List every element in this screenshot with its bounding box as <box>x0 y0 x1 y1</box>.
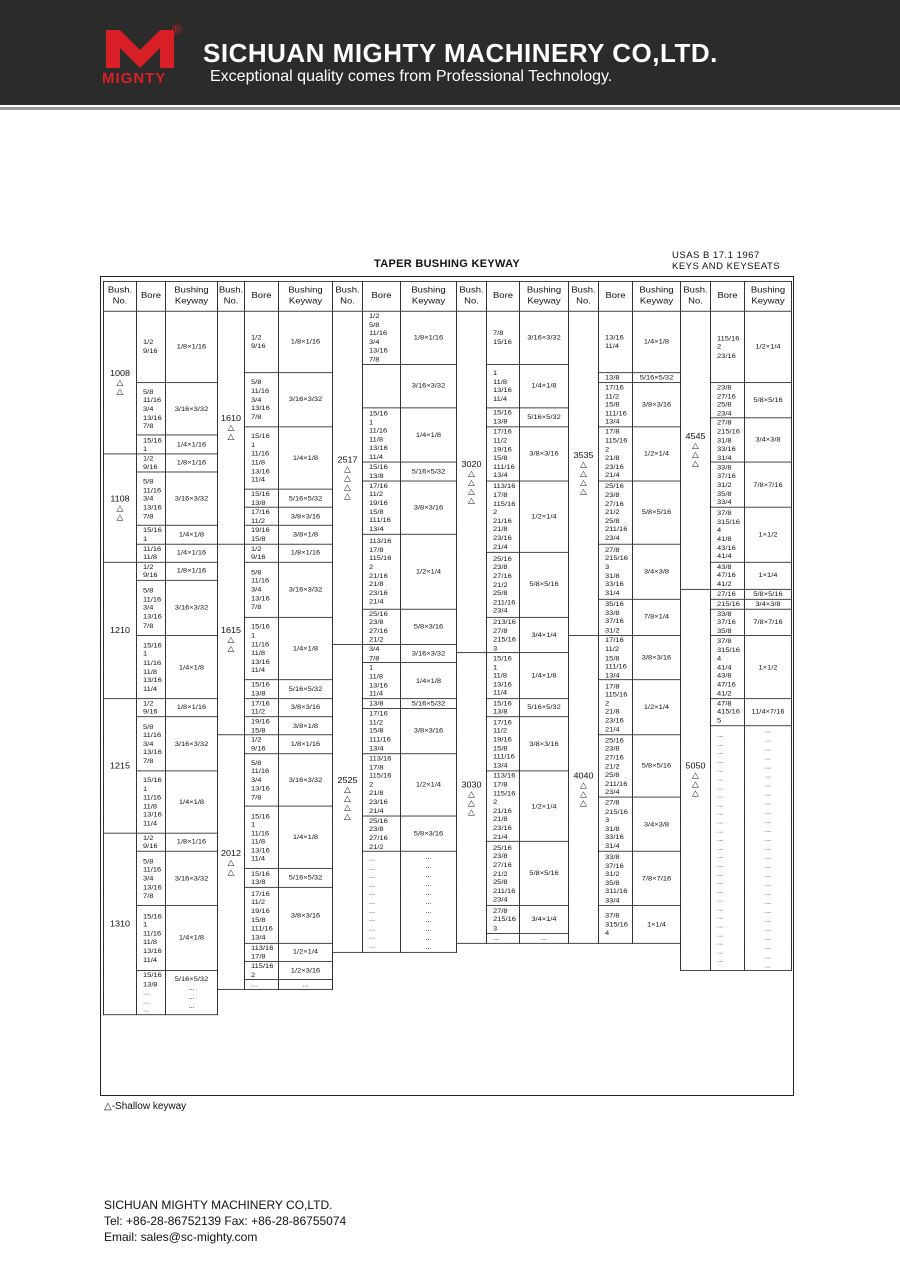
keyway-cell: 1/4×1/8 <box>166 636 218 699</box>
header-bore: Bore <box>137 281 166 311</box>
keyway-cell: 1/4×1/8 <box>520 653 569 698</box>
keyway-cell: 3/16×3/32 <box>166 580 218 636</box>
bush-number-cell <box>104 562 137 698</box>
bore-cell: 15/16 13/8 <box>245 869 279 888</box>
bush-number: 1215 <box>109 761 131 771</box>
bore-cell: 5/8 11/16 3/4 13/16 7/8 <box>245 373 279 427</box>
bore-cell: 17/16 11/2 <box>245 698 279 716</box>
header-bush-no: Bush. No. <box>569 281 599 311</box>
bush-number: 1615 <box>220 625 242 635</box>
bore-cell: 43/8 47/16 41/2 <box>711 562 745 589</box>
header-bar <box>0 0 900 105</box>
keyway-cell: 1/2×1/4 <box>401 753 457 815</box>
keyway-cell: 5/8×5/16 <box>745 589 792 599</box>
bore-cell: 17/16 11/2 15/8 111/16 13/4 <box>363 708 401 753</box>
company-logo <box>100 22 182 92</box>
bore-cell: 37/8 315/16 4 41/4 43/8 47/16 41/2 <box>711 636 745 699</box>
keyway-cell: 1/4×1/16 <box>166 544 218 562</box>
keyway-cell: 1/4×1/8 <box>401 663 457 699</box>
bore-cell: 5/8 11/16 3/4 13/16 7/8 <box>137 580 166 636</box>
keyway-cell: 5/8×5/16 <box>520 552 569 617</box>
standard-reference <box>672 250 780 272</box>
bore-cell: ... ... ... ... ... ... ... ... ... ... ... <box>363 851 401 952</box>
keyway-cell: 5/8×5/16 <box>633 481 681 544</box>
bush-number-cell <box>569 636 599 943</box>
keyway-cell: 3/8×3/16 <box>401 481 457 534</box>
bore-cell: 25/16 23/8 27/16 21/2 25/8 211/16 23/4 <box>599 481 633 544</box>
table-row <box>104 1040 792 1048</box>
bush-number: 3020 <box>461 459 482 469</box>
bore-cell: ... ... ... ... ... ... ... ... ... ... ... ... ... ... ... ... ... ... ... ... ... ... ... ... ... ... ... <box>711 725 745 970</box>
shallow-keyway-marker: △ △ △ △ <box>344 464 351 501</box>
bore-cell: 27/16 <box>711 589 745 599</box>
keyway-cell: ... ... ... ... ... ... ... ... ... ... ... <box>401 851 457 952</box>
keyway-cell: 3/8×1/8 <box>279 526 333 544</box>
bore-cell: 15/16 13/8 <box>487 408 520 427</box>
shallow-keyway-marker: △ △ <box>227 857 235 876</box>
bore-cell: 1/2 9/16 <box>245 735 279 753</box>
keyway-cell: 1/4×1/8 <box>166 771 218 833</box>
keyway-cell: 7/8×7/16 <box>633 851 681 905</box>
footer-email: Email: sales@sc-mighty.com <box>104 1230 258 1244</box>
shallow-keyway-marker: △ △ △ △ <box>344 784 351 822</box>
table-row <box>104 1074 792 1082</box>
shallow-keyway-marker: △ △ △ <box>580 780 587 808</box>
header-bore: Bore <box>363 281 401 311</box>
bore-cell: 13/16 11/4 <box>599 311 633 372</box>
table-row <box>104 1049 792 1057</box>
keyway-cell: 1/4×1/8 <box>279 806 333 868</box>
bush-number: 3535 <box>573 450 594 460</box>
bush-number-cell <box>333 311 363 644</box>
bore-cell: 5/8 11/16 3/4 13/16 7/8 <box>137 851 166 905</box>
bush-number-cell <box>104 698 137 832</box>
bore-cell: 1/2 9/16 <box>137 454 166 472</box>
bore-cell: 17/8 115/16 2 21/8 23/16 21/4 <box>599 427 633 481</box>
bore-cell: 35/16 33/8 37/16 31/2 <box>599 599 633 636</box>
footer-contact <box>104 1197 346 1245</box>
bush-number: 1108 <box>110 494 130 504</box>
keyway-cell: 1/2×3/16 <box>279 961 333 979</box>
bore-cell: 1/2 5/8 11/16 3/4 13/16 7/8 <box>363 311 401 364</box>
bore-cell: 5/8 11/16 3/4 13/16 7/8 <box>137 717 166 771</box>
keyway-cell: 3/8×3/16 <box>279 888 333 943</box>
bore-cell: 15/16 1 11/16 11/8 13/16 11/4 <box>137 771 166 833</box>
keyway-cell: 5/8×5/16 <box>745 383 792 419</box>
bore-cell: ... <box>245 980 279 990</box>
keyway-cell: 1/2×1/4 <box>633 680 681 735</box>
bush-number: 4040 <box>573 771 594 781</box>
bore-cell: 1 11/8 13/16 11/4 <box>487 364 520 408</box>
shallow-keyway-marker: △ △ <box>227 634 235 653</box>
header-bore: Bore <box>711 281 745 311</box>
bore-cell: 13/8 <box>363 698 401 708</box>
keyway-cell: 1/4×1/8 <box>166 526 218 544</box>
keyway-cell: 5/16×5/32 <box>279 869 333 888</box>
bore-cell: 25/16 23/8 27/16 21/2 25/8 211/16 23/4 <box>487 552 520 617</box>
table-row <box>104 1024 792 1032</box>
keyway-cell: 5/16×5/32 <box>520 698 569 716</box>
shallow-keyway-marker: △ △ △ <box>468 789 475 817</box>
header-bushing-keyway: Bushing Keyway <box>745 281 792 311</box>
keyway-cell: 1/4×1/8 <box>633 311 681 372</box>
header-bore: Bore <box>599 281 633 311</box>
keyway-cell: 3/8×3/16 <box>520 717 569 771</box>
bore-cell: 213/16 27/8 215/16 3 <box>487 617 520 653</box>
keyway-cell: 3/8×3/16 <box>520 427 569 481</box>
bush-number: 2012 <box>220 848 242 858</box>
header-bush-no: Bush. No. <box>457 281 487 311</box>
bore-cell: 3/4 7/8 <box>363 644 401 663</box>
bore-cell: 17/16 11/2 19/16 15/8 111/16 13/4 <box>245 888 279 943</box>
header-bore: Bore <box>245 281 279 311</box>
keyway-cell: 1/8×1/16 <box>166 311 218 382</box>
bore-cell: 25/16 23/8 27/16 21/2 25/8 211/16 23/4 <box>599 735 633 797</box>
shallow-keyway-marker: △ △ △ △ <box>580 459 587 497</box>
bore-cell: 47/8 415/16 5 <box>711 698 745 725</box>
keyway-cell: 5/16×5/32 <box>520 408 569 427</box>
bush-number-cell <box>218 735 245 990</box>
shallow-keyway-marker: △ △ <box>116 503 124 522</box>
keyway-cell: 1/8×1/16 <box>401 311 457 364</box>
bush-number-cell <box>104 311 137 454</box>
bore-cell: 15/16 13/8 <box>245 489 279 507</box>
keyway-cell: 7/8×1/4 <box>633 599 681 636</box>
bush-number-cell <box>333 644 363 952</box>
keyway-cell: 5/16×5/32 <box>633 373 681 383</box>
bore-cell: 15/16 1 11/16 11/8 13/16 11/4 <box>245 427 279 489</box>
company-tagline: Exceptional quality comes from Professional Technology. <box>210 68 613 85</box>
bush-number: 1310 <box>109 919 131 929</box>
keyway-cell: 3/8×1/8 <box>279 717 333 735</box>
logo-registered-mark: ® <box>172 22 182 37</box>
keyway-cell: 5/8×3/16 <box>401 816 457 852</box>
bore-cell: 1/2 9/16 <box>137 698 166 716</box>
bore-cell: 1 11/8 13/16 11/4 <box>363 663 401 699</box>
standard-line-2: KEYS AND KEYSEATS <box>672 261 781 272</box>
keyway-cell: 1/8×1/16 <box>279 311 333 372</box>
header-bushing-keyway: Bushing Keyway <box>633 281 681 311</box>
bush-number-cell <box>681 589 711 970</box>
table-title: TAPER BUSHING KEYWAY <box>374 258 520 270</box>
keyway-cell: 1/4×1/8 <box>279 427 333 489</box>
bore-cell: 25/16 23/8 27/16 21/2 25/8 211/16 23/4 <box>487 842 520 906</box>
keyway-cell: 3/16×3/32 <box>279 373 333 427</box>
shallow-keyway-marker: △ △ △ △ <box>468 468 475 505</box>
bore-cell: 27/8 215/16 3 31/8 33/16 31/4 <box>599 544 633 599</box>
bore-cell: 25/16 23/8 27/16 21/2 <box>363 816 401 852</box>
keyway-cell: 1/4×1/8 <box>520 364 569 408</box>
bush-number: 1008 <box>109 368 131 378</box>
keyway-cell: 3/16×3/32 <box>166 472 218 526</box>
keyway-cell: 1/2×1/4 <box>520 481 569 553</box>
keyway-cell: 5/16×5/32 <box>279 680 333 698</box>
keyway-cell: 3/4×1/4 <box>520 617 569 653</box>
keyway-cell: 5/16×5/32 <box>279 489 333 507</box>
keyway-cell: 1/4×1/8 <box>401 408 457 462</box>
shallow-keyway-note: △-Shallow keyway <box>104 1101 187 1112</box>
keyway-cell: 1/2×1/4 <box>745 311 792 382</box>
bore-cell: 15/16 13/8 <box>245 680 279 698</box>
bore-cell: 25/16 23/8 27/16 21/2 <box>363 609 401 645</box>
keyway-cell: 5/16×5/32 ... ... ... <box>166 970 218 1015</box>
keyway-cell: 3/4×3/8 <box>633 544 681 599</box>
keyway-cell: 1/8×1/16 <box>166 454 218 472</box>
header-bush-no: Bush. No. <box>681 281 711 311</box>
keyway-table-frame <box>100 276 794 1096</box>
keyway-cell: 3/8×3/16 <box>401 708 457 753</box>
header-bore: Bore <box>487 281 520 311</box>
bore-cell: 17/8 115/16 2 21/8 23/16 21/4 <box>599 680 633 735</box>
keyway-cell: 7/8×7/16 <box>745 609 792 636</box>
keyway-cell: 3/4×3/8 <box>745 418 792 462</box>
keyway-cell: 3/16×3/32 <box>401 644 457 663</box>
bore-cell <box>363 364 401 408</box>
bore-cell: 15/16 1 11/16 11/8 13/16 11/4 <box>245 617 279 680</box>
header-bushing-keyway: Bushing Keyway <box>166 281 218 311</box>
bore-cell: 5/8 11/16 3/4 13/16 7/8 <box>137 472 166 526</box>
shallow-keyway-marker: △ △ <box>227 423 235 442</box>
bore-cell: 33/8 37/16 35/8 <box>711 609 745 636</box>
bore-cell: 15/16 1 <box>137 526 166 544</box>
keyway-cell: 11/4×7/16 <box>745 698 792 725</box>
keyway-cell: ... <box>520 933 569 943</box>
bush-number-cell <box>104 454 137 562</box>
shallow-keyway-marker: △ △ △ <box>692 441 699 469</box>
bore-cell: ... <box>487 933 520 943</box>
bore-cell: 15/16 1 11/16 11/8 13/16 11/4 <box>137 636 166 699</box>
keyway-cell: 3/4×1/4 <box>520 906 569 933</box>
bush-number: 1610 <box>220 413 242 424</box>
bore-cell: 1/2 9/16 <box>137 833 166 852</box>
keyway-cell: 3/16×3/32 <box>401 364 457 408</box>
keyway-cell: 5/8×3/16 <box>401 609 457 645</box>
bore-cell: 37/8 315/16 4 <box>599 906 633 943</box>
keyway-cell: 3/8×3/16 <box>279 698 333 716</box>
header-bush-no: Bush. No. <box>333 281 363 311</box>
keyway-cell: ... <box>279 980 333 990</box>
shallow-keyway-marker: △ △ △ <box>692 770 699 798</box>
keyway-cell: 1/2×1/4 <box>279 943 333 961</box>
keyway-cell: 1/8×1/16 <box>166 562 218 580</box>
bore-cell: 115/16 2 23/16 <box>711 311 745 382</box>
keyway-cell: 1/8×1/16 <box>279 544 333 562</box>
keyway-cell: 3/4×3/8 <box>745 599 792 609</box>
keyway-cell: 3/16×3/32 <box>520 311 569 364</box>
keyway-cell: 1×1/2 <box>745 507 792 562</box>
shallow-keyway-marker: △ △ <box>116 377 124 397</box>
bore-cell: 7/8 15/16 <box>487 311 520 364</box>
keyway-cell: 3/4×3/8 <box>633 797 681 851</box>
bore-cell: 23/8 27/16 25/8 23/4 <box>711 383 745 419</box>
keyway-cell: 1/2×1/4 <box>401 534 457 609</box>
keyway-cell: 1/4×1/16 <box>166 435 218 453</box>
company-name: SICHUAN MIGHTY MACHINERY CO,LTD. <box>203 38 718 68</box>
header-divider <box>0 107 900 110</box>
bore-cell: 33/8 37/16 31/2 35/8 33/4 <box>711 462 745 507</box>
header-bushing-keyway: Bushing Keyway <box>520 281 569 311</box>
keyway-cell: ... ... ... ... ... ... ... ... ... ... ... ... ... ... ... ... ... ... ... ... ... ... ... ... ... ... ... <box>745 725 792 970</box>
bush-number: 1210 <box>109 625 131 635</box>
bush-number: 2517 <box>337 455 358 465</box>
bore-cell: 17/16 11/2 15/8 111/16 13/4 <box>599 383 633 427</box>
logo-wordmark: MIGNTY <box>102 70 167 87</box>
table-row <box>104 1057 792 1065</box>
keyway-cell: 1×1/4 <box>633 906 681 943</box>
bore-cell: 5/8 11/16 3/4 13/16 7/8 <box>137 383 166 436</box>
bush-number-cell <box>681 311 711 589</box>
keyway-cell: 1/2×1/4 <box>520 771 569 842</box>
bore-cell: 15/16 1 11/16 11/8 13/16 11/4 <box>363 408 401 462</box>
bush-number-cell <box>218 311 245 544</box>
bore-cell: 113/16 17/8 115/16 2 21/16 21/8 23/16 21/4 <box>487 771 520 842</box>
bush-number-cell <box>457 311 487 653</box>
bore-cell: 17/16 11/2 <box>245 507 279 525</box>
bore-cell: 15/16 1 <box>137 435 166 453</box>
bore-cell: 27/8 215/16 31/8 33/16 31/4 <box>711 418 745 462</box>
keyway-cell: 3/8×3/16 <box>633 383 681 427</box>
bush-number: 4545 <box>685 432 706 442</box>
table-header-row <box>104 281 792 311</box>
bush-number-cell <box>218 544 245 735</box>
keyway-cell: 7/8×7/16 <box>745 462 792 507</box>
bore-cell: 115/16 2 <box>245 961 279 979</box>
keyway-cell: 3/16×3/32 <box>279 562 333 617</box>
bore-cell: 13/8 <box>599 373 633 383</box>
header-bush-no: Bush. No. <box>218 281 245 311</box>
bore-cell: 1/2 9/16 <box>245 311 279 372</box>
bore-cell: 15/16 1 11/16 11/8 13/16 11/4 <box>245 806 279 868</box>
table-row <box>104 1083 792 1091</box>
logo-mark-icon <box>106 24 174 70</box>
keyway-cell: 1/8×1/16 <box>166 698 218 716</box>
keyway-cell: 1/4×1/8 <box>279 617 333 680</box>
bush-number: 3030 <box>461 779 482 790</box>
keyway-cell: 3/8×3/16 <box>279 507 333 525</box>
keyway-cell: 5/8×5/16 <box>520 842 569 906</box>
bush-number: 5050 <box>685 761 706 771</box>
keyway-cell: 3/8×3/16 <box>633 636 681 680</box>
bush-number-cell <box>569 311 599 636</box>
bore-cell: 1/2 9/16 <box>137 311 166 382</box>
bore-cell: 5/8 11/16 3/4 13/16 7/8 <box>245 562 279 617</box>
keyway-cell: 1×1/2 <box>745 636 792 699</box>
bore-cell: 113/16 17/8 115/16 2 21/8 23/16 21/4 <box>363 753 401 815</box>
bore-cell: 15/16 13/8 ... ... ... <box>137 970 166 1015</box>
keyway-cell: 5/16×5/32 <box>401 698 457 708</box>
bore-cell: 17/16 11/2 15/8 111/16 13/4 <box>599 636 633 680</box>
keyway-cell: 5/16×5/32 <box>401 462 457 480</box>
keyway-table <box>103 281 792 1091</box>
table-row <box>104 1032 792 1040</box>
table-row <box>104 1015 792 1023</box>
keyway-cell: 1/8×1/16 <box>279 735 333 753</box>
keyway-cell: 5/8×5/16 <box>633 735 681 797</box>
bore-cell: 17/16 11/2 19/16 15/8 111/16 13/4 <box>487 717 520 771</box>
footer-tel-fax: Tel: +86-28-86752139 Fax: +86-28-86755074 <box>104 1214 347 1228</box>
keyway-cell: 3/16×3/32 <box>279 753 333 806</box>
bore-cell: 5/8 11/16 3/4 13/16 7/8 <box>245 753 279 806</box>
keyway-cell: 3/16×3/32 <box>166 717 218 771</box>
keyway-cell: 3/16×3/32 <box>166 851 218 905</box>
table-row <box>104 311 792 364</box>
bore-cell: 215/16 <box>711 599 745 609</box>
bore-cell: 19/16 15/8 <box>245 526 279 544</box>
header-bushing-keyway: Bushing Keyway <box>401 281 457 311</box>
table-row <box>104 970 792 980</box>
keyway-cell: 3/16×3/32 <box>166 383 218 436</box>
standard-line-1: USAS B 17.1 1967 <box>672 250 760 261</box>
bore-cell: 113/16 17/8 <box>245 943 279 961</box>
footer-company: SICHUAN MIGHTY MACHINERY CO,LTD. <box>104 1198 333 1212</box>
bore-cell: 1/2 9/16 <box>245 544 279 562</box>
bore-cell: 27/8 215/16 3 <box>487 906 520 933</box>
keyway-cell: 1/4×1/8 <box>166 906 218 970</box>
bore-cell: 33/8 37/16 31/2 35/8 311/16 33/4 <box>599 851 633 905</box>
bore-cell: 17/16 11/2 19/16 15/8 111/16 13/4 <box>363 481 401 534</box>
bush-number: 2525 <box>337 775 358 785</box>
bore-cell: 27/8 215/16 3 31/8 33/16 31/4 <box>599 797 633 851</box>
bore-cell: 11/16 11/8 <box>137 544 166 562</box>
bore-cell: 37/8 315/16 4 41/8 43/16 41/4 <box>711 507 745 562</box>
bore-cell: 1/2 9/16 <box>137 562 166 580</box>
bore-cell: 113/16 17/8 115/16 2 21/16 21/8 23/16 21/4 <box>363 534 401 609</box>
bore-cell: 15/16 13/8 <box>487 698 520 716</box>
table-row <box>104 1066 792 1074</box>
keyway-cell: 1/2×1/4 <box>633 427 681 481</box>
header-bush-no: Bush. No. <box>104 281 137 311</box>
bore-cell: 15/16 13/8 <box>363 462 401 480</box>
bush-number-cell <box>457 653 487 943</box>
bore-cell: 15/16 1 11/16 11/8 13/16 11/4 <box>137 906 166 970</box>
bush-number-cell <box>104 833 137 1015</box>
bore-cell: 15/16 1 11/8 13/16 11/4 <box>487 653 520 698</box>
header-bushing-keyway: Bushing Keyway <box>279 281 333 311</box>
bore-cell: 113/16 17/8 115/16 2 21/16 21/8 23/16 21/4 <box>487 481 520 553</box>
keyway-cell: 1×1/4 <box>745 562 792 589</box>
bore-cell: 17/16 11/2 19/16 15/8 111/16 13/4 <box>487 427 520 481</box>
bore-cell: 19/16 15/8 <box>245 717 279 735</box>
keyway-cell: 1/8×1/16 <box>166 833 218 852</box>
